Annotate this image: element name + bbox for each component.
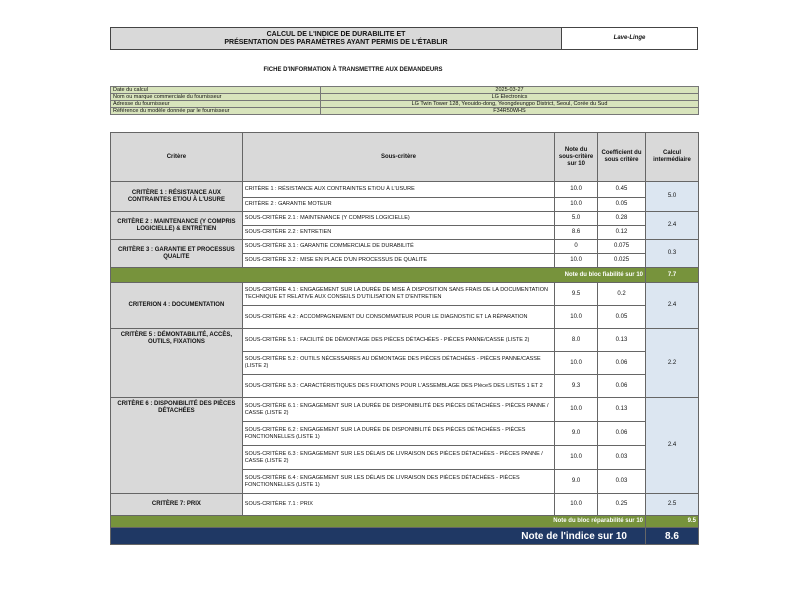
reparabilite-value: 9.5	[646, 516, 699, 528]
subcriterion-label: SOUS-CRITÈRE 3.2 : MISE EN PLACE D'UN PROCESSUS DE QUALITE	[242, 254, 554, 268]
info-value: F34R50WHS	[321, 108, 699, 115]
criterion-calc: 2.4	[646, 283, 699, 329]
subcriterion-note: 8.0	[555, 329, 598, 352]
table-row	[111, 182, 699, 198]
info-row	[111, 101, 699, 108]
info-label: Référence du modèle donnée par le fournisseur	[111, 108, 321, 115]
criterion-label: CRITÈRE 3 : GARANTIE ET PROCESSUS QUALITE	[111, 240, 243, 268]
subcriterion-note: 10.0	[555, 254, 598, 268]
header-title	[111, 28, 562, 50]
indice-value: 8.6	[646, 528, 699, 545]
subcriterion-coef: 0.075	[598, 240, 646, 254]
table-row	[111, 494, 699, 516]
subcriterion-label: SOUS-CRITÈRE 4.1 : ENGAGEMENT SUR LA DURÉE DE MISE À DISPOSITION SANS FRAIS DE LA DOCUMENTATION TECHNIQUE ET RELATIVE AUX CONSEILS D'UTILISATION ET D'ENTRETIEN	[242, 283, 554, 306]
reparabilite-row	[111, 516, 699, 528]
subcriterion-label: SOUS-CRITÈRE 4.2 : ACCOMPAGNEMENT DU CONSOMMATEUR POUR LE DIAGNOSTIC ET LA RÉPARATION	[242, 306, 554, 329]
criterion-label: CRITERION 4 : DOCUMENTATION	[111, 283, 243, 329]
indice-label: Note de l'indice sur 10	[111, 528, 646, 545]
subcriterion-note: 9.5	[555, 283, 598, 306]
criterion-calc: 0.3	[646, 240, 699, 268]
subcriterion-note: 10.0	[555, 494, 598, 516]
info-label: Adresse du fournisseur	[111, 101, 321, 108]
subcriterion-note: 10.0	[555, 352, 598, 375]
col-header-sous-critere: Sous-critère	[242, 133, 554, 182]
criterion-calc: 5.0	[646, 182, 699, 212]
indice-row	[111, 528, 699, 545]
info-table	[110, 86, 699, 115]
subcriterion-coef: 0.45	[598, 182, 646, 198]
info-label: Date du calcul	[111, 87, 321, 94]
subcriterion-label: SOUS-CRITÈRE 6.3 : ENGAGEMENT SUR LES DÉLAIS DE LIVRAISON DES PIÈCES DÉTACHÉES - PIÈCES PANNE / CASSE (LISTE 2)	[242, 446, 554, 470]
fiabilite-value: 7.7	[646, 268, 699, 283]
fiabilite-row	[111, 268, 699, 283]
scoring-table	[110, 132, 699, 545]
reparabilite-label: Note du bloc réparabilité sur 10	[111, 516, 646, 528]
col-header-note: Note du sous-critère sur 10	[555, 133, 598, 182]
info-label: Nom ou marque commerciale du fournisseur	[111, 94, 321, 101]
subcriterion-note: 10.0	[555, 182, 598, 198]
product-type: Lave-Linge	[562, 28, 698, 50]
header-title-line2: PRÉSENTATION DES PARAMÈTRES AYANT PERMIS DE L'ÉTABLIR	[224, 38, 448, 46]
subcriterion-coef: 0.06	[598, 352, 646, 375]
col-header-calc: Calcul intermédiaire	[646, 133, 699, 182]
criterion-label: CRITÈRE 7: PRIX	[111, 494, 243, 516]
subcriterion-coef: 0.06	[598, 422, 646, 446]
subcriterion-label: CRITÈRE 2 : GARANTIE MOTEUR	[242, 198, 554, 212]
table-row	[111, 329, 699, 352]
subcriterion-label: SOUS-CRITÈRE 5.2 : OUTILS NÉCESSAIRES AU DÉMONTAGE DES PIÈCES DÉTACHÉES - PIÈCES PANNE/CASSE (LISTE 2)	[242, 352, 554, 375]
criterion-calc: 2.2	[646, 329, 699, 398]
subcriterion-label: SOUS-CRITÈRE 2.2 : ENTRETIEN	[242, 226, 554, 240]
subcriterion-label: SOUS-CRITÈRE 6.1 : ENGAGEMENT SUR LA DURÉE DE DISPONIBILITÉ DES PIÈCES DÉTACHÉES - PIÈCES PANNE / CASSE (LISTE 2)	[242, 398, 554, 422]
subcriterion-coef: 0.03	[598, 470, 646, 494]
subcriterion-note: 10.0	[555, 398, 598, 422]
criterion-calc: 2.4	[646, 398, 699, 494]
subcriterion-label: SOUS-CRITÈRE 6.2 : ENGAGEMENT SUR LA DURÉE DE DISPONIBILITÉ DES PIÈCES DÉTACHÉES - PIÈCES FONCTIONNELLES (LISTE 1)	[242, 422, 554, 446]
criterion-label: CRITÈRE 6 : DISPONIBILITÉ DES PIÈCES DÉTACHÉES	[111, 398, 243, 494]
subcriterion-note: 10.0	[555, 198, 598, 212]
info-value: LG Electronics	[321, 94, 699, 101]
subcriterion-note: 8.6	[555, 226, 598, 240]
info-row	[111, 87, 699, 94]
subcriterion-label: SOUS-CRITÈRE 6.4 : ENGAGEMENT SUR LES DÉLAIS DE LIVRAISON DES PIÈCES DÉTACHÉES - PIÈCES FONCTIONNELLES (LISTE 1)	[242, 470, 554, 494]
subcriterion-label: SOUS-CRITÈRE 7.1 : PRIX	[242, 494, 554, 516]
table-row	[111, 240, 699, 254]
subcriterion-coef: 0.06	[598, 375, 646, 398]
subcriterion-coef: 0.25	[598, 494, 646, 516]
subcriterion-coef: 0.12	[598, 226, 646, 240]
criterion-calc: 2.5	[646, 494, 699, 516]
subtitle: FICHE D'INFORMATION À TRANSMETTRE AUX DEMANDEURS	[263, 67, 443, 73]
fiabilite-label: Note du bloc fiabilité sur 10	[111, 268, 646, 283]
table-row	[111, 398, 699, 422]
criterion-label: CRITÈRE 1 : RÉSISTANCE AUX CONTRAINTES ET/OU À L'USURE	[111, 182, 243, 212]
criterion-calc: 2.4	[646, 212, 699, 240]
subcriterion-note: 9.0	[555, 422, 598, 446]
table-header-row	[111, 133, 699, 182]
col-header-coef: Coefficient du sous critère	[598, 133, 646, 182]
info-row	[111, 94, 699, 101]
subcriterion-coef: 0.05	[598, 306, 646, 329]
subcriterion-coef: 0.13	[598, 398, 646, 422]
subcriterion-coef: 0.28	[598, 212, 646, 226]
criterion-label: CRITÈRE 5 : DÉMONTABILITÉ, ACCÈS, OUTILS, FIXATIONS	[111, 329, 243, 398]
subcriterion-note: 10.0	[555, 306, 598, 329]
subcriterion-note: 9.3	[555, 375, 598, 398]
header-title-line1: CALCUL DE L'INDICE DE DURABILITE ET	[266, 30, 406, 38]
subcriterion-label: SOUS-CRITÈRE 5.1 : FACILITÉ DE DÉMONTAGE DES PIÈCES DÉTACHÉES - PIÈCES PANNE/CASSE (LISTE 2)	[242, 329, 554, 352]
subcriterion-coef: 0.2	[598, 283, 646, 306]
table-row	[111, 283, 699, 306]
subcriterion-note: 0	[555, 240, 598, 254]
subcriterion-coef: 0.03	[598, 446, 646, 470]
info-value: 2025-03-27	[321, 87, 699, 94]
subcriterion-note: 5.0	[555, 212, 598, 226]
criterion-label: CRITÈRE 2 : MAINTENANCE (Y COMPRIS LOGICIELLE) & ENTRETIEN	[111, 212, 243, 240]
subcriterion-label: SOUS-CRITÈRE 2.1 : MAINTENANCE (Y COMPRIS LOGICIELLE)	[242, 212, 554, 226]
header-box	[110, 27, 698, 50]
table-row	[111, 212, 699, 226]
subcriterion-label: CRITÈRE 1 : RÉSISTANCE AUX CONTRAINTES ET/OU À L'USURE	[242, 182, 554, 198]
col-header-critere: Critère	[111, 133, 243, 182]
subcriterion-coef: 0.13	[598, 329, 646, 352]
info-row	[111, 108, 699, 115]
subcriterion-label: SOUS-CRITÈRE 5.3 : CARACTÉRISTIQUES DES FIXATIONS POUR L'ASSEMBLAGE DES PIèceS DES LISTES 1 ET 2	[242, 375, 554, 398]
info-value: LG Twin Tower 128, Yeouido-dong, Yeongdeungpo District, Seoul, Corée du Sud	[321, 101, 699, 108]
subcriterion-coef: 0.025	[598, 254, 646, 268]
subcriterion-note: 9.0	[555, 470, 598, 494]
subcriterion-coef: 0.05	[598, 198, 646, 212]
subcriterion-note: 10.0	[555, 446, 598, 470]
subcriterion-label: SOUS-CRITÈRE 3.1 : GARANTIE COMMERCIALE DE DURABILITÉ	[242, 240, 554, 254]
